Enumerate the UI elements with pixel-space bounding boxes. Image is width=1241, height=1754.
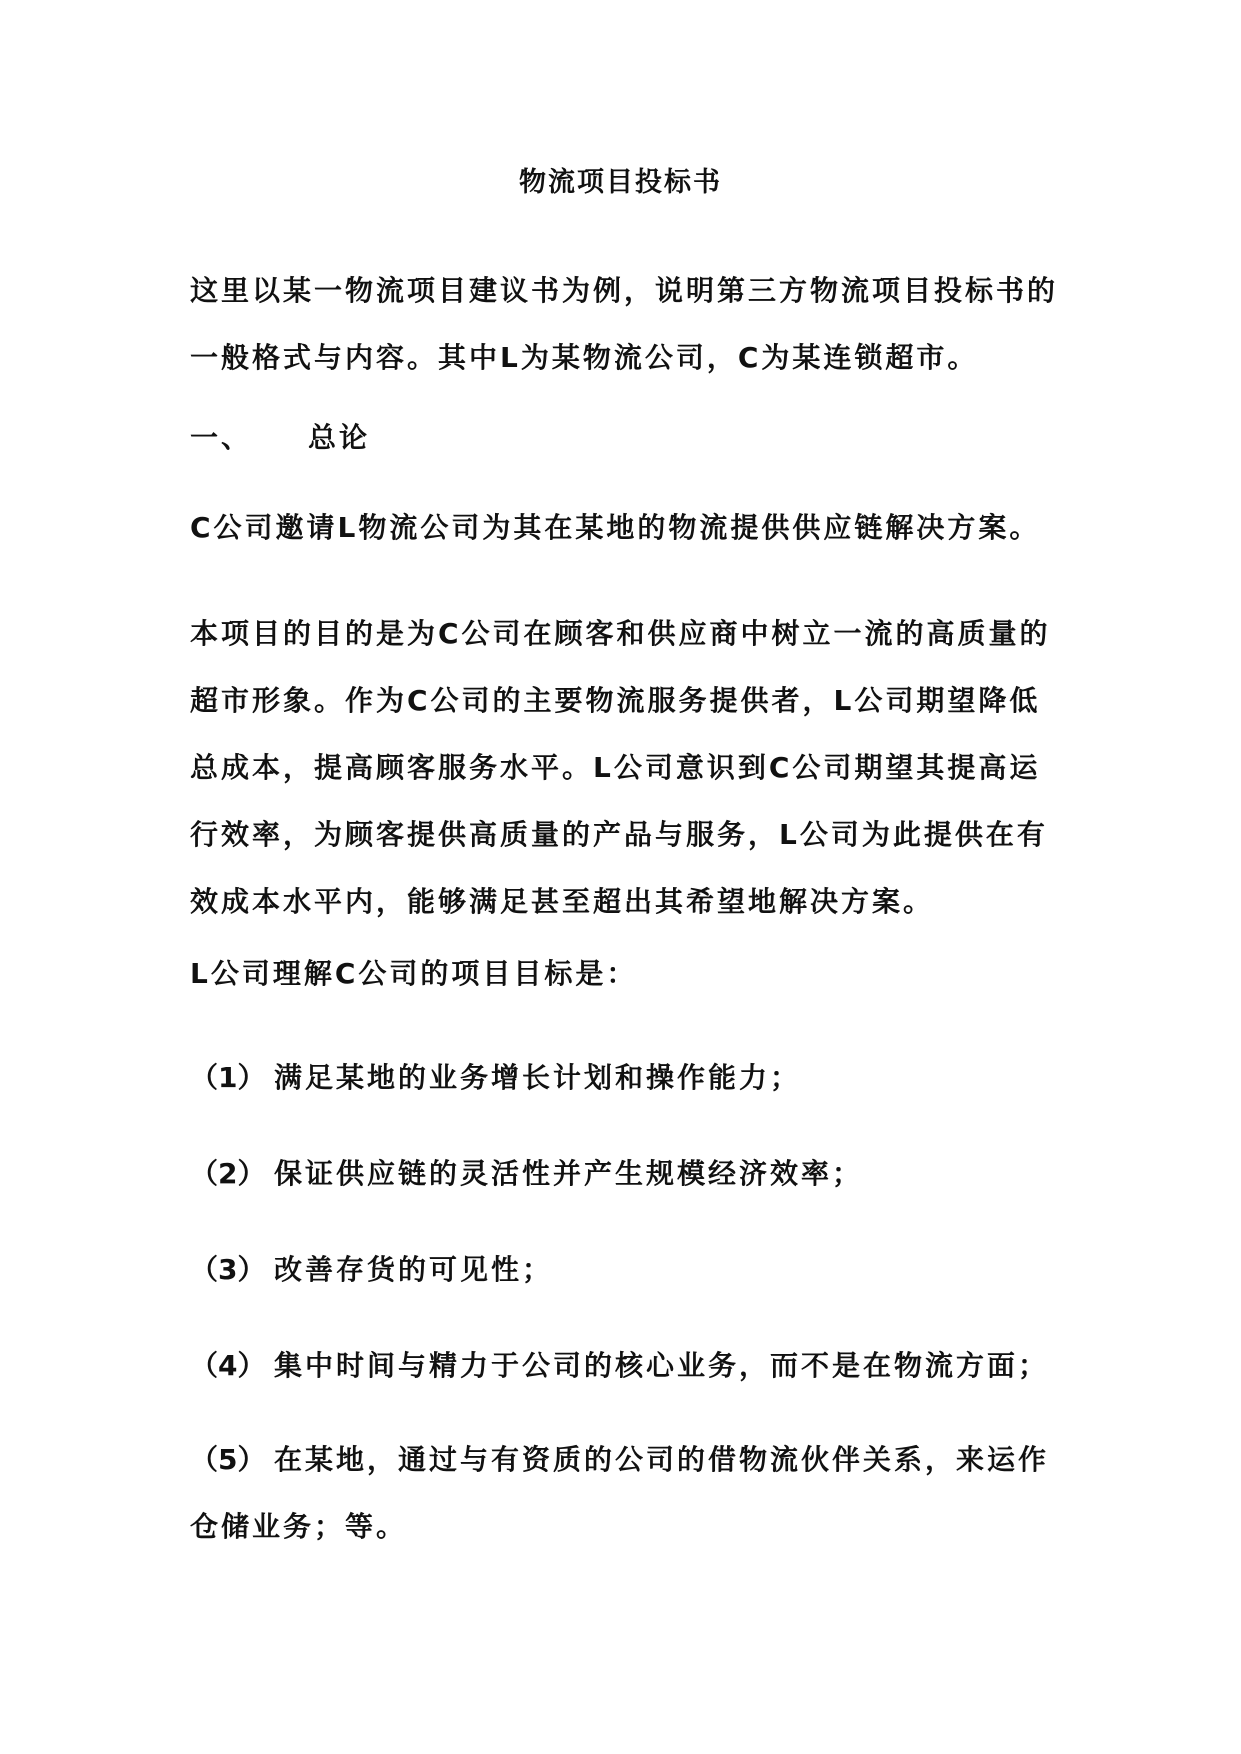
objective-marker: （4） bbox=[190, 1349, 266, 1382]
objective-marker: （3） bbox=[190, 1253, 266, 1286]
document-title: 物流项目投标书 bbox=[519, 167, 722, 198]
objective-marker: （5） bbox=[190, 1443, 266, 1476]
objective-text: 满足某地的业务增长计划和操作能力； bbox=[274, 1061, 802, 1094]
objective-item bbox=[190, 1426, 1060, 1560]
objective-marker: （2） bbox=[190, 1157, 266, 1190]
objective-marker: （1） bbox=[190, 1061, 266, 1094]
objective-item bbox=[190, 1236, 1060, 1303]
intro-paragraph: 这里以某一物流项目建议书为例，说明第三方物流项目投标书的一般格式与内容。其中L为某物流公司，C为某连锁超市。 bbox=[190, 274, 1059, 374]
paragraph-purpose: 本项目的目的是为C公司在顾客和供应商中树立一流的高质量的超市形象。作为C公司的主要物流服务提供者，L公司期望降低总成本，提高顾客服务水平。L公司意识到C公司期望其提高运行效率，为顾客提供高质量的产品与服务，L公司为此提供在有效成本水平内，能够满足甚至超出其希望地解决方案。 bbox=[190, 617, 1051, 918]
objective-text: 集中时间与精力于公司的核心业务，而不是在物流方面； bbox=[274, 1349, 1050, 1382]
objective-item bbox=[190, 1332, 1060, 1399]
section-number: 一、 bbox=[190, 421, 253, 454]
objective-text: 在某地，通过与有资质的公司的借物流伙伴关系，来运作仓储业务；等。 bbox=[190, 1443, 1050, 1543]
objective-item bbox=[190, 1044, 1060, 1111]
paragraph-invitation: C公司邀请L物流公司为其在某地的物流提供供应链解决方案。 bbox=[190, 511, 1041, 544]
objective-item bbox=[190, 1140, 1060, 1207]
section-heading bbox=[190, 420, 370, 456]
objective-text: 保证供应链的灵活性并产生规模经济效率； bbox=[274, 1157, 864, 1190]
section-title: 总论 bbox=[308, 421, 371, 454]
objective-text: 改善存货的可见性； bbox=[274, 1253, 554, 1286]
paragraph-objectives-intro: L公司理解C公司的项目目标是： bbox=[190, 957, 638, 990]
